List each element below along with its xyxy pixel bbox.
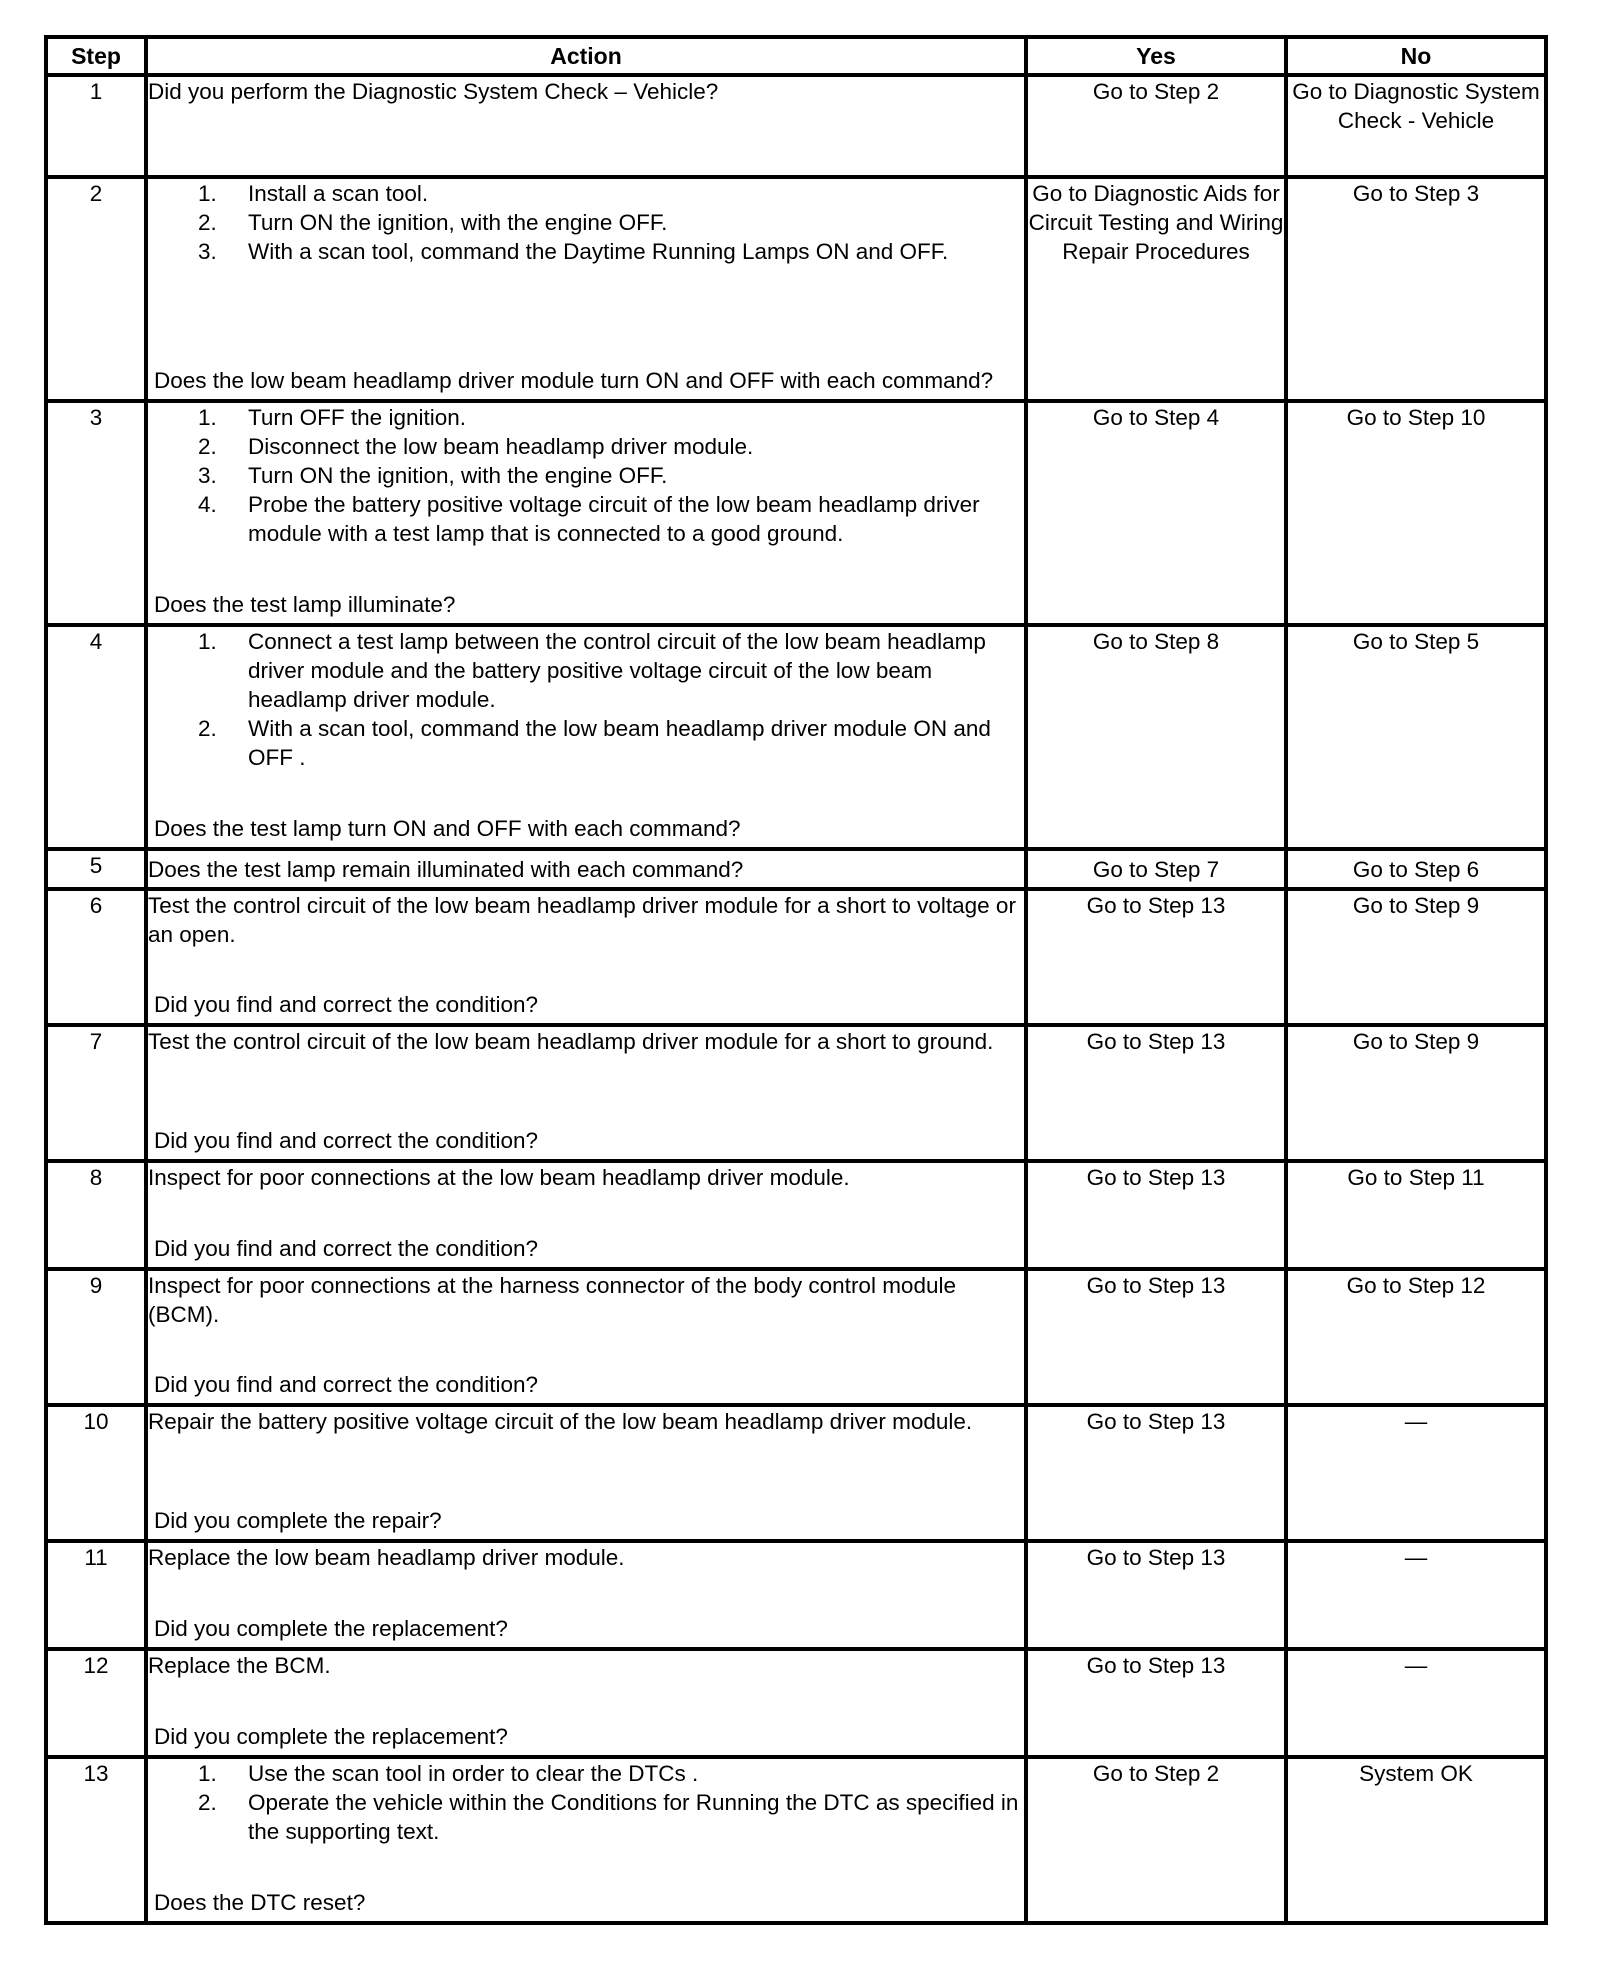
instruction-list <box>148 403 1024 548</box>
action-question: Did you find and correct the condition? <box>154 992 538 1017</box>
instruction-number: 1. <box>198 405 217 430</box>
table-row <box>46 1757 1546 1923</box>
yes-result: Go to Step 4 <box>1026 401 1286 625</box>
instruction-number: 3. <box>198 239 217 264</box>
action-question: Did you find and correct the condition? <box>154 1372 538 1397</box>
step-number: 1 <box>46 75 146 177</box>
action-question: Does the test lamp illuminate? <box>154 592 456 617</box>
action-cell <box>146 625 1026 849</box>
instruction-item <box>148 1788 1024 1846</box>
instruction-number: 1. <box>198 629 217 654</box>
instruction-number: 2. <box>198 434 217 459</box>
no-result: — <box>1286 1649 1546 1757</box>
yes-result: Go to Step 13 <box>1026 1541 1286 1649</box>
instruction-list <box>148 1759 1024 1846</box>
action-cell <box>146 1649 1026 1757</box>
table-row <box>46 1405 1546 1541</box>
no-result: Go to Step 10 <box>1286 401 1546 625</box>
no-result: Go to Step 9 <box>1286 889 1546 1025</box>
yes-result: Go to Step 13 <box>1026 1649 1286 1757</box>
instruction-text: Operate the vehicle within the Conditions for Running the DTC as specified in the supporting text. <box>248 1790 1019 1844</box>
yes-result: Go to Step 13 <box>1026 1269 1286 1405</box>
instruction-item <box>148 432 1024 461</box>
instruction-list <box>148 179 1024 266</box>
action-cell <box>146 1541 1026 1649</box>
instruction-number: 1. <box>198 1761 217 1786</box>
action-cell <box>146 401 1026 625</box>
step-number: 12 <box>46 1649 146 1757</box>
action-text: Test the control circuit of the low beam headlamp driver module for a short to ground. <box>148 1029 994 1054</box>
no-result: — <box>1286 1541 1546 1649</box>
step-number: 10 <box>46 1405 146 1541</box>
instruction-list <box>148 627 1024 772</box>
header-step: Step <box>46 37 146 75</box>
table-row <box>46 1161 1546 1269</box>
action-text: Test the control circuit of the low beam headlamp driver module for a short to voltage or an open. <box>148 893 1016 947</box>
instruction-item <box>148 1759 1024 1788</box>
action-text: Replace the BCM. <box>148 1653 331 1678</box>
action-question: Does the low beam headlamp driver module turn ON and OFF with each command? <box>154 368 994 393</box>
action-text: Did you perform the Diagnostic System Check – Vehicle? <box>148 79 719 104</box>
header-action: Action <box>146 37 1026 75</box>
no-result: System OK <box>1286 1757 1546 1923</box>
action-text: Replace the low beam headlamp driver module. <box>148 1545 625 1570</box>
step-number: 11 <box>46 1541 146 1649</box>
action-cell <box>146 1405 1026 1541</box>
action-question: Does the DTC reset? <box>154 1890 366 1915</box>
action-text: Inspect for poor connections at the low beam headlamp driver module. <box>148 1165 850 1190</box>
no-result: — <box>1286 1405 1546 1541</box>
yes-result: Go to Step 13 <box>1026 1405 1286 1541</box>
no-result: Go to Step 12 <box>1286 1269 1546 1405</box>
instruction-text: Probe the battery positive voltage circuit of the low beam headlamp driver module with a test lamp that is connected to a good ground. <box>248 492 980 546</box>
action-cell <box>146 177 1026 401</box>
action-text: Repair the battery positive voltage circuit of the low beam headlamp driver module. <box>148 1409 973 1434</box>
step-number: 6 <box>46 889 146 1025</box>
no-result: Go to Step 9 <box>1286 1025 1546 1161</box>
no-result: Go to Step 6 <box>1286 849 1546 889</box>
instruction-item <box>148 461 1024 490</box>
diagnostic-table <box>44 35 1548 1925</box>
instruction-item <box>148 627 1024 714</box>
action-question: Did you find and correct the condition? <box>154 1128 538 1153</box>
action-cell <box>146 1161 1026 1269</box>
instruction-item <box>148 179 1024 208</box>
action-question: Does the test lamp turn ON and OFF with each command? <box>154 816 741 841</box>
table-row <box>46 1269 1546 1405</box>
action-cell <box>146 1757 1026 1923</box>
step-number: 3 <box>46 401 146 625</box>
yes-result: Go to Step 8 <box>1026 625 1286 849</box>
table-row <box>46 849 1546 889</box>
table-row <box>46 177 1546 401</box>
table-row <box>46 625 1546 849</box>
no-result: Go to Step 11 <box>1286 1161 1546 1269</box>
action-text: Does the test lamp remain illuminated with each command? <box>148 856 744 882</box>
header-no: No <box>1286 37 1546 75</box>
instruction-number: 4. <box>198 492 217 517</box>
instruction-item <box>148 237 1024 266</box>
step-number: 9 <box>46 1269 146 1405</box>
instruction-number: 2. <box>198 1790 217 1815</box>
yes-result: Go to Step 13 <box>1026 889 1286 1025</box>
action-question: Did you complete the replacement? <box>154 1616 508 1641</box>
yes-result: Go to Step 13 <box>1026 1161 1286 1269</box>
instruction-text: Disconnect the low beam headlamp driver module. <box>248 434 754 459</box>
instruction-text: With a scan tool, command the Daytime Running Lamps ON and OFF. <box>248 239 949 264</box>
instruction-item <box>148 403 1024 432</box>
instruction-number: 3. <box>198 463 217 488</box>
yes-result: Go to Step 2 <box>1026 1757 1286 1923</box>
yes-result: Go to Step 13 <box>1026 1025 1286 1161</box>
action-question: Did you find and correct the condition? <box>154 1236 538 1261</box>
action-question: Did you complete the repair? <box>154 1508 442 1533</box>
instruction-text: Connect a test lamp between the control circuit of the low beam headlamp driver module and the battery positive voltage circuit of the low beam headlamp driver module. <box>248 629 986 712</box>
header-row <box>46 37 1546 75</box>
step-number: 7 <box>46 1025 146 1161</box>
no-result: Go to Step 5 <box>1286 625 1546 849</box>
step-number: 13 <box>46 1757 146 1923</box>
table-row <box>46 1649 1546 1757</box>
instruction-text: With a scan tool, command the low beam headlamp driver module ON and OFF . <box>248 716 991 770</box>
no-result: Go to Step 3 <box>1286 177 1546 401</box>
action-cell <box>146 1025 1026 1161</box>
instruction-number: 2. <box>198 210 217 235</box>
step-number: 2 <box>46 177 146 401</box>
instruction-text: Turn ON the ignition, with the engine OFF. <box>248 210 668 235</box>
action-cell <box>146 889 1026 1025</box>
instruction-number: 2. <box>198 716 217 741</box>
instruction-text: Use the scan tool in order to clear the DTCs . <box>248 1761 699 1786</box>
action-question: Did you complete the replacement? <box>154 1724 508 1749</box>
action-cell <box>146 849 1026 889</box>
instruction-text: Turn OFF the ignition. <box>248 405 467 430</box>
yes-result: Go to Step 2 <box>1026 75 1286 177</box>
instruction-number: 1. <box>198 181 217 206</box>
instruction-text: Turn ON the ignition, with the engine OFF. <box>248 463 668 488</box>
step-number: 8 <box>46 1161 146 1269</box>
yes-result: Go to Diagnostic Aids for Circuit Testing and Wiring Repair Procedures <box>1026 177 1286 401</box>
no-result: Go to Diagnostic System Check - Vehicle <box>1286 75 1546 177</box>
table-row <box>46 1025 1546 1161</box>
instruction-item <box>148 714 1024 772</box>
table-row <box>46 1541 1546 1649</box>
header-yes: Yes <box>1026 37 1286 75</box>
yes-result: Go to Step 7 <box>1026 849 1286 889</box>
action-cell <box>146 75 1026 177</box>
step-number: 4 <box>46 625 146 849</box>
table-row <box>46 75 1546 177</box>
action-cell <box>146 1269 1026 1405</box>
table-row <box>46 889 1546 1025</box>
table-row <box>46 401 1546 625</box>
instruction-text: Install a scan tool. <box>248 181 429 206</box>
instruction-item <box>148 490 1024 548</box>
action-text: Inspect for poor connections at the harness connector of the body control module (BCM). <box>148 1273 956 1327</box>
step-number: 5 <box>46 849 146 889</box>
instruction-item <box>148 208 1024 237</box>
